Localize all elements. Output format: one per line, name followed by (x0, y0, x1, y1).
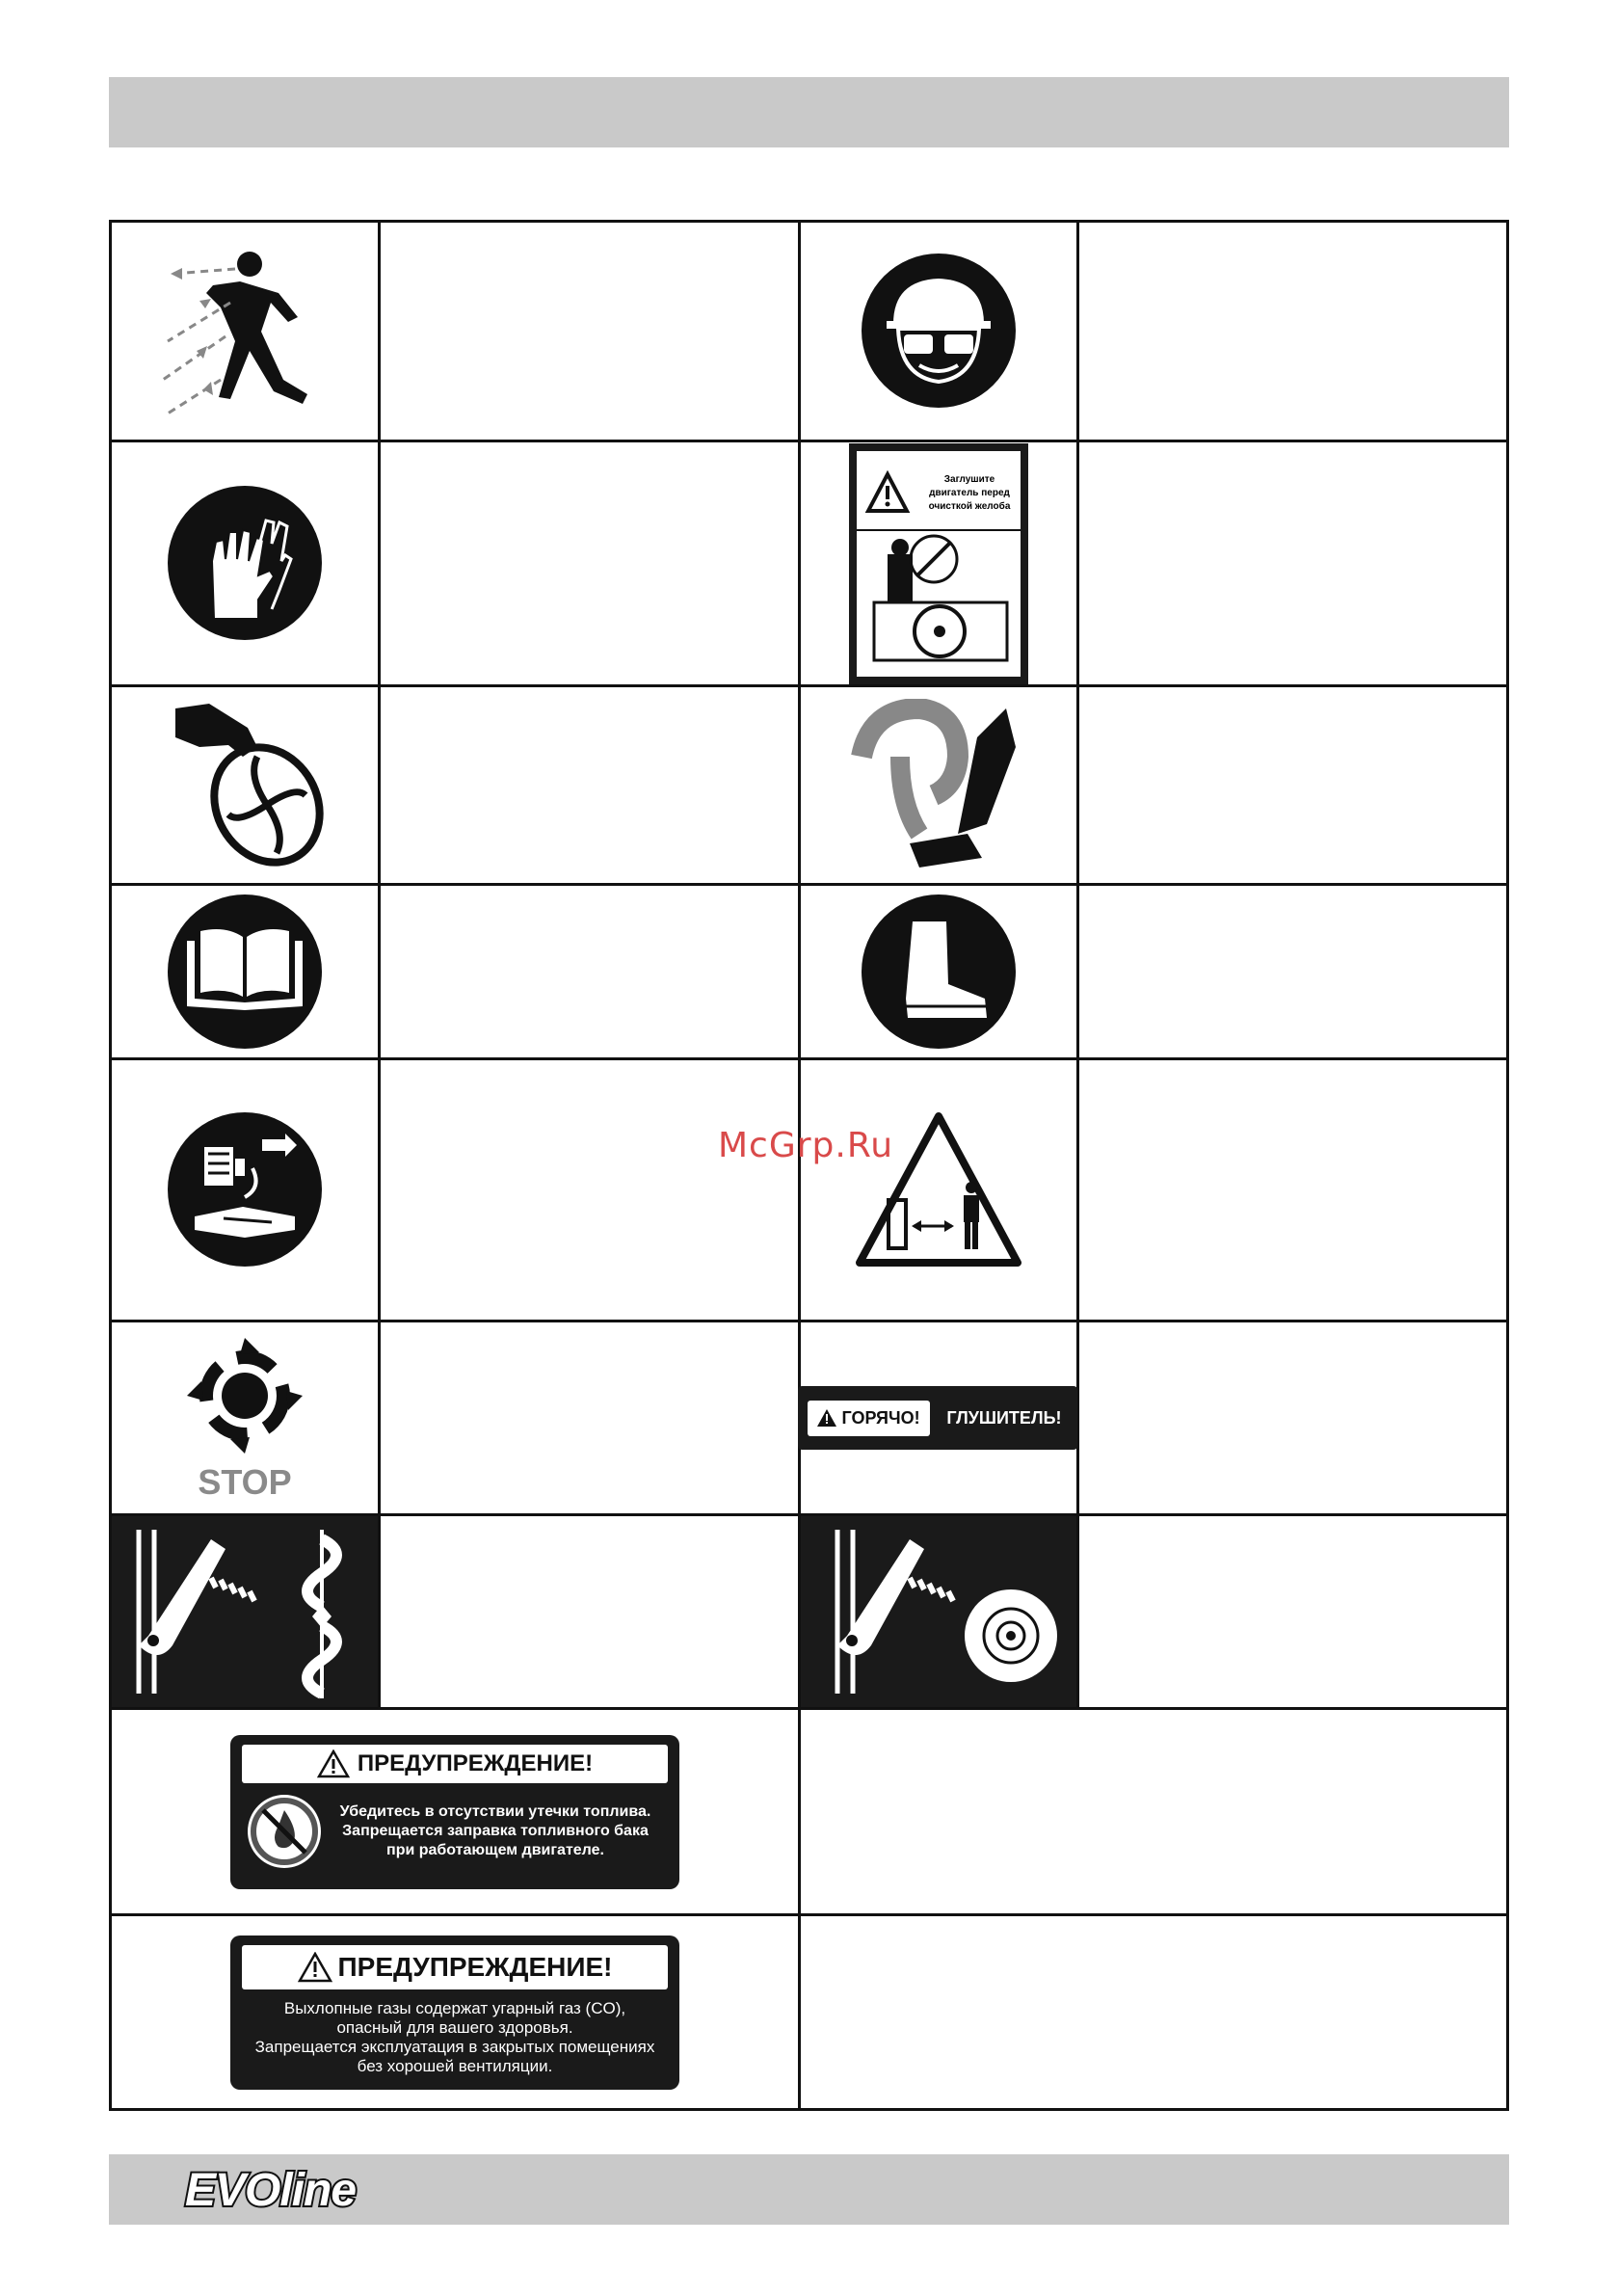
muffler-text: ГЛУШИТЕЛЬ! (946, 1407, 1062, 1428)
gloves-icon (166, 484, 325, 643)
exhaust-warning-header (242, 1945, 668, 1989)
safety-boots-cell (801, 886, 1076, 1057)
watermark: McGrp.Ru (718, 1126, 894, 1165)
logo-text: EVOline (185, 2165, 357, 2213)
exhaust-warning-line: Выхлопные газы содержат угарный газ (CO), (283, 1998, 626, 2017)
chute-label-line: двигатель перед (929, 487, 1010, 498)
chute-label-line: очисткой желоба (928, 500, 1011, 512)
helmet-goggles-icon (860, 252, 1019, 411)
hot-warning-text: ГОРЯЧО! (841, 1407, 920, 1428)
warning-triangle-icon (317, 1749, 350, 1778)
exhaust-warning-label-icon (230, 1936, 679, 2090)
fuel-warning-label-icon (230, 1735, 679, 1889)
fuel-warning-title: ПРЕДУПРЕЖДЕНИЕ! (357, 1749, 594, 1776)
fuel-warning-line: Запрещается заправка топливного бака (342, 1822, 649, 1839)
exhaust-warning-cell (112, 1916, 798, 2108)
stop-text: STOP (198, 1462, 292, 1502)
fuel-warning-line: при работающем двигателе. (386, 1841, 604, 1858)
wheel-lever-cell (801, 1516, 1076, 1707)
warning-triangle-icon (298, 1952, 332, 1983)
maintenance-cell (112, 1060, 378, 1320)
wheel-lever-icon (809, 1520, 1069, 1703)
maintenance-manual-icon (166, 1110, 325, 1269)
chute-cleaning-label-icon (849, 443, 1028, 684)
safety-boots-icon (860, 893, 1019, 1052)
evoline-logo (183, 2165, 434, 2213)
hot-muffler-label-icon (798, 1386, 1077, 1450)
chute-label-cell (801, 442, 1076, 684)
helmet-goggles-cell (801, 223, 1076, 440)
keep-distance-cell (801, 1060, 1076, 1320)
auger-lever-icon (119, 1520, 370, 1703)
fuel-warning-cell (112, 1710, 798, 1913)
rotating-stop-icon (182, 1333, 307, 1458)
auger-hand-hazard-icon (161, 699, 330, 872)
hot-muffler-cell (795, 1322, 1079, 1513)
gloves-cell (112, 442, 378, 684)
fuel-warning-line: Убедитесь в отсутствии утечки топлива. (339, 1802, 651, 1820)
fuel-warning-header (242, 1745, 668, 1783)
thrown-objects-icon (153, 235, 336, 428)
col-divider (378, 220, 381, 1707)
read-manual-cell (112, 886, 378, 1057)
chute-label-line: Заглушите (943, 473, 995, 485)
read-manual-icon (166, 893, 325, 1052)
exhaust-warning-line: без хорошей вентиляции. (357, 2056, 553, 2075)
header-bar (109, 77, 1509, 147)
exhaust-warning-line: Запрещается эксплуатация в закрытых помещениях (254, 2037, 655, 2056)
no-fuel-leak-icon (244, 1791, 325, 1872)
exhaust-warning-title: ПРЕДУПРЕЖДЕНИЕ! (337, 1951, 613, 1982)
exhaust-warning-line: опасный для вашего здоровья. (336, 2017, 573, 2037)
hot-warning-box (808, 1401, 930, 1436)
auger-lever-cell (112, 1516, 378, 1707)
warning-triangle-icon (817, 1409, 836, 1427)
auger-foot-cell (801, 687, 1076, 883)
auger-foot-hazard-icon (842, 699, 1035, 872)
thrown-objects-cell (112, 223, 378, 440)
auger-hand-cell (112, 687, 378, 883)
rotating-stop-cell (112, 1322, 378, 1513)
